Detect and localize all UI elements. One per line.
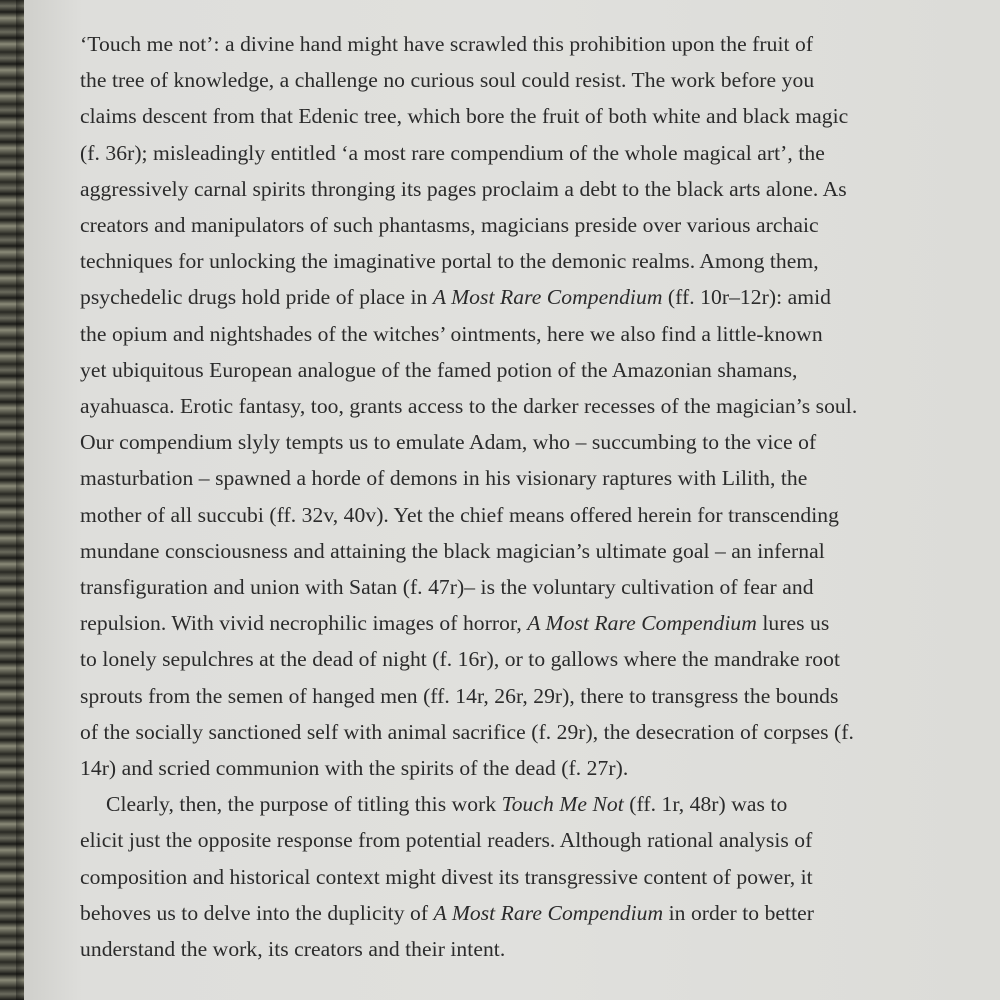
text-span: elicit just the opposite response from potential readers. Although rational analysis of [80,828,813,853]
text-span: masturbation – spawned a horde of demons in his visionary raptures with Lilith, the [80,466,808,491]
text-line [80,714,956,750]
text-line [80,62,956,98]
text-line [80,678,956,714]
text-line [80,822,956,858]
book-title-italic: A Most Rare Compendium [527,611,757,636]
book-title-italic: Touch Me Not [501,792,624,817]
text-span: transfiguration and union with Satan (f. 47r)– is the voluntary cultivation of fear and [80,575,814,600]
text-line [80,207,956,243]
text-line [80,352,956,388]
text-line [80,786,956,822]
text-span: psychedelic drugs hold pride of place in [80,285,433,310]
text-line [80,605,956,641]
text-line [80,497,956,533]
text-span: the opium and nightshades of the witches’ ointments, here we also find a little-known [80,321,823,346]
text-line [80,243,956,279]
book-title-italic: A Most Rare Compendium [433,900,664,925]
text-line [80,533,956,569]
text-line [80,316,956,352]
text-span: to lonely sepulchres at the dead of night (f. 16r), or to gallows where the mandrake root [80,647,840,672]
text-line [80,98,956,134]
text-span: Our compendium slyly tempts us to emulate Adam, who – succumbing to the vice of [80,430,817,455]
text-span: repulsion. With vivid necrophilic images of horror, [80,611,528,636]
text-span: composition and historical context might divest its transgressive content of power, it [80,864,813,889]
text-span: aggressively carnal spirits thronging its pages proclaim a debt to the black arts alone. As [80,176,847,201]
text-span: 14r) and scried communion with the spirits of the dead (f. 27r). [80,756,629,781]
book-page [24,0,1000,1000]
text-span: ayahuasca. Erotic fantasy, too, grants access to the darker recesses of the magician’s soul. [80,394,858,419]
text-span: (ff. 10r–12r): amid [662,285,831,310]
text-line [80,135,956,171]
text-line [80,460,956,496]
text-span: behoves us to delve into the duplicity of [80,900,434,925]
text-span: sprouts from the semen of hanged men (ff. 14r, 26r, 29r), there to transgress the bounds [80,683,839,708]
text-span: techniques for unlocking the imaginative portal to the demonic realms. Among them, [80,249,819,274]
text-line [80,424,956,460]
text-span: of the socially sanctioned self with animal sacrifice (f. 29r), the desecration of corpses (f. [80,719,854,744]
text-line [80,931,956,967]
text-span: (f. 36r); misleadingly entitled ‘a most rare compendium of the whole magical art’, the [80,140,825,165]
text-line [80,171,956,207]
text-span: yet ubiquitous European analogue of the famed potion of the Amazonian shamans, [80,357,798,382]
book-title-italic: A Most Rare Compendium [432,285,663,310]
text-span: Clearly, then, the purpose of titling this work [106,792,502,817]
text-span: mundane consciousness and attaining the black magician’s ultimate goal – an infernal [80,538,825,563]
text-span: in order to better [663,900,815,925]
book-spine-edge [0,0,24,1000]
text-span: understand the work, its creators and their intent. [80,937,506,962]
text-line [80,895,956,931]
text-span: lures us [756,611,830,636]
text-line [80,26,956,62]
body-text [80,26,956,967]
text-line [80,388,956,424]
text-line [80,750,956,786]
text-span: the tree of knowledge, a challenge no curious soul could resist. The work before you [80,68,815,93]
text-span: ‘Touch me not’: a divine hand might have scrawled this prohibition upon the fruit of [80,32,814,56]
text-span: claims descent from that Edenic tree, which bore the fruit of both white and black magic [80,104,849,129]
text-line [80,279,956,315]
text-line [80,569,956,605]
text-line [80,859,956,895]
text-span: mother of all succubi (ff. 32v, 40v). Yet the chief means offered herein for transcending [80,502,839,527]
text-span: (ff. 1r, 48r) was to [623,792,788,817]
text-line [80,641,956,677]
text-span: creators and manipulators of such phantasms, magicians preside over various archaic [80,213,819,238]
